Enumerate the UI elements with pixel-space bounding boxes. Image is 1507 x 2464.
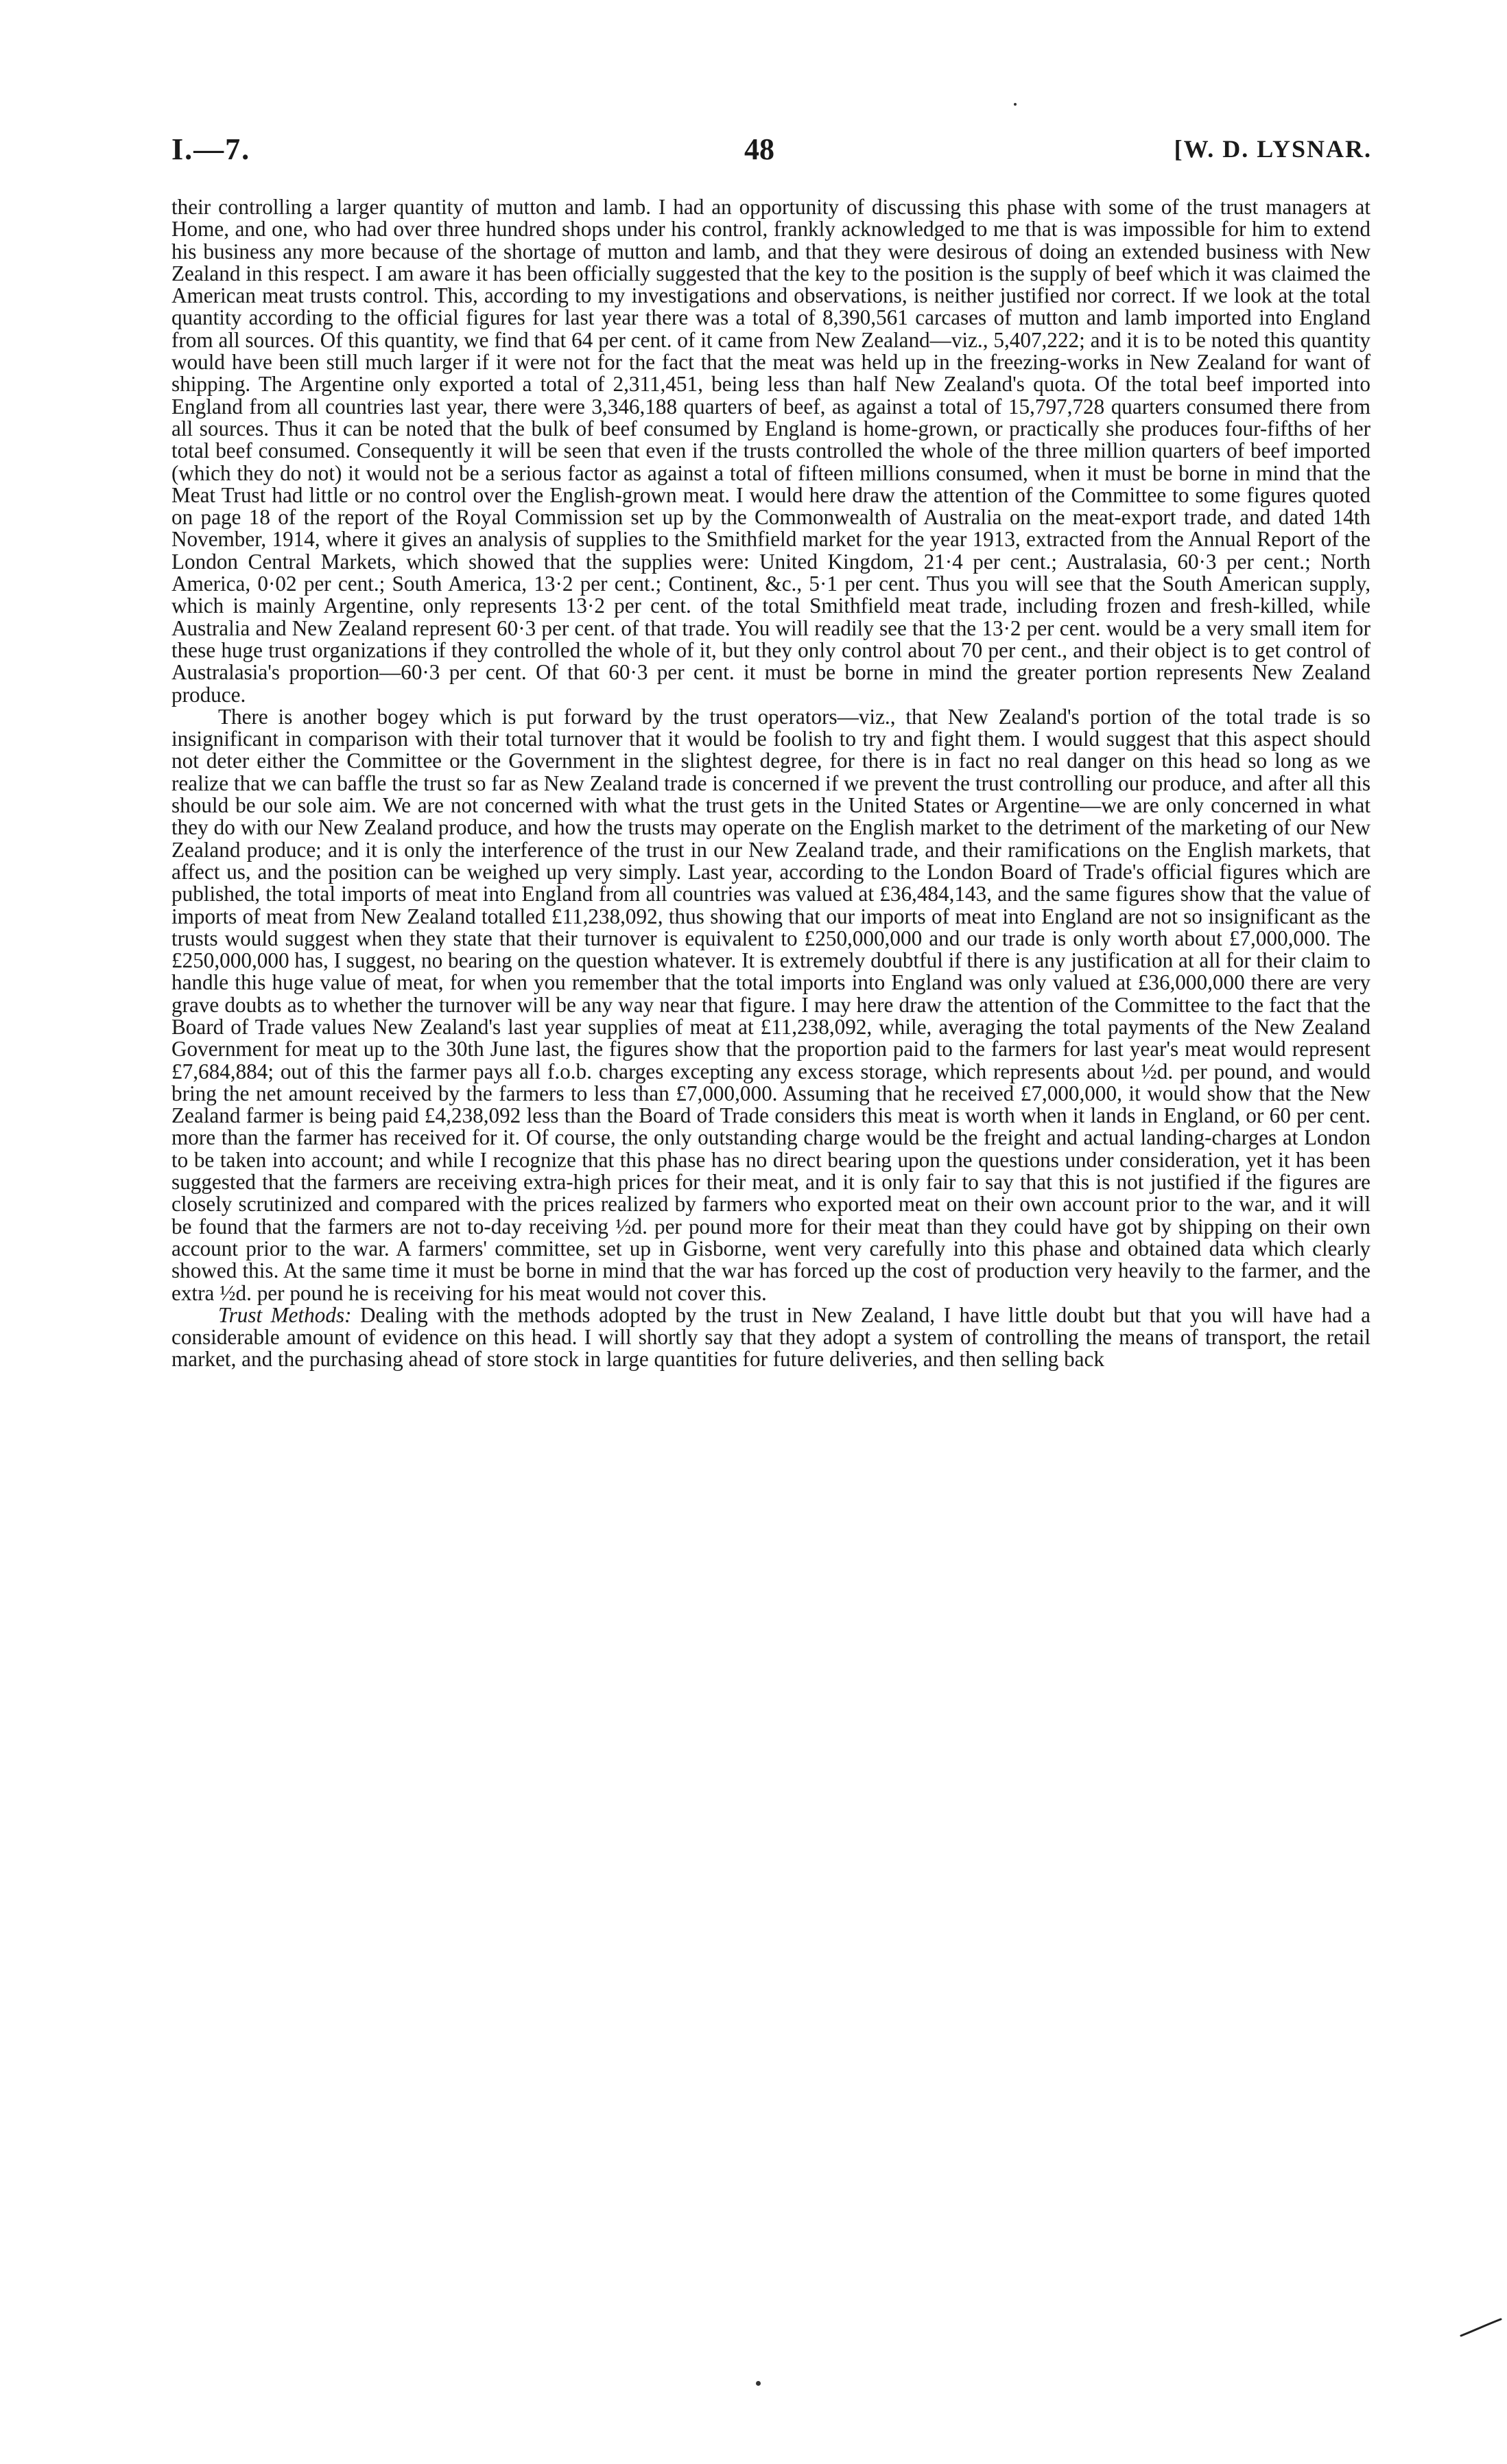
paragraph-bogey: There is another bogey which is put forward by the trust operators—viz., that New Zealand's portion of the total trade is so insignificant in comparison with their total turnover that it would be foolish to try and fight them. I would suggest that this aspect should not deter either the Committee or the Government in the slightest degree, for there is in fact no real danger on this head so long as we realize that we can baffle the trust so far as New Zealand trade is concerned if we prevent the trust controlling our produce, and after all this should be our sole aim. We are not concerned with what the trust gets in the United States or Argentine—we are only concerned in what they do with our New Zealand produce, and how the trusts may operate on the English market to the detriment of the marketing of our New Zealand produce; and it is only the interference of the trust in our New Zealand trade, and their ramifications on the English markets, that affect us, and the position can be weighed up very simply. Last year, according to the London Board of Trade's official figures which are published, the total imports of meat into England from all countries was valued at £36,484,143, and the same figures show that the value of imports of meat from New Zealand totalled £11,238,092, thus showing that our imports of meat into England are not so insignificant as the trusts would suggest when they state that their turnover is equivalent to £250,000,000 and our trade is only worth about £7,000,000. The £250,000,000 has, I suggest, no bearing on the question whatever. It is extremely doubtful if there is any justification at all for their claim to handle this huge value of meat, for when you remember that the total imports into England was only valued at £36,000,000 there are very grave doubts as to whether the turnover will be any way near that figure. I may here draw the attention of the Committee to the fact that the Board of Trade values New Zealand's last year supplies of meat at £11,238,092, while, averaging the total payments of the New Zealand Government for meat up to the 30th June last, the figures show that the proportion paid to the farmers for last year's meat would represent £7,684,884; out of this the farmer pays all f.o.b. charges excepting any excess storage, which represents about ½d. per pound, and would bring the net amount received by the farmers to less than £7,000,000. Assuming that he received £7,000,000, it would show that the New Zealand farmer is being paid £4,238,092 less than the Board of Trade considers this meat is worth when it lands in England, or 60 per cent. more than the farmer has received for it. Of course, the only outstanding charge would be the freight and actual landing-charges at London to be taken into account; and while I recognize that this phase has no direct bearing upon the questions under consideration, yet it has been suggested that the farmers are receiving extra-high prices for their meat, and it is only fair to say that this is not justified if the figures are closely scrutinized and compared with the prices realized by farmers who exported meat on their own account prior to the war, and it will be found that the farmers are not to-day receiving ½d. per pound more for their meat than they could have got by shipping on their own account prior to the war. A farmers' committee, set up in Gisborne, went very carefully into this phase and obtained data which clearly showed this. At the same time it must be borne in mind that the war has forced up the cost of production very heavily to the farmer, and the extra ½d. per pound he is receiving for his meat would not cover this.: [171, 704, 1370, 1305]
paragraph-trust-methods: [171, 1304, 1370, 1371]
bottom-speck-icon: [756, 2381, 761, 2386]
document-reference: I.—7.: [171, 132, 251, 166]
trust-methods-text: Dealing with the methods adopted by the trust in New Zealand, I have little doubt but that you will have had a considerable amount of evidence on this head. I will shortly say that they adopt a system of controlling the means of transport, the retail market, and the purchasing ahead of store stock in large quantities for future deliveries, and then selling back: [171, 1302, 1370, 1372]
top-speck-icon: [1014, 103, 1017, 106]
page-header: [171, 132, 1372, 173]
paragraph-continuation: their controlling a larger quantity of mutton and lamb. I had an opportunity of discussing this phase with some of the trust managers at Home, and one, who had over three hundred shops under his control, frankly acknowledged to me that is was impossible for him to extend his business any more because of the shortage of mutton and lamb, and that they were desirous of doing an extended business with New Zealand in this respect. I am aware it has been officially suggested that the key to the position is the supply of beef which it was claimed the American meat trusts control. This, according to my investigations and observations, is neither justified nor correct. If we look at the total quantity according to the official figures for last year there was a total of 8,390,561 carcases of mutton and lamb imported into England from all sources. Of this quantity, we find that 64 per cent. of it came from New Zealand—viz., 5,407,222; and it is to be noted this quantity would have been still much larger if it were not for the fact that the meat was held up in the freezing-works in New Zealand for want of shipping. The Argentine only exported a total of 2,311,451, being less than half New Zealand's quota. Of the total beef imported into England from all countries last year, there were 3,346,188 quarters of beef, as against a total of 15,797,728 quarters consumed there from all sources. Thus it can be noted that the bulk of beef consumed by England is home-grown, or practically she produces four-fifths of her total beef consumed. Consequently it will be seen that even if the trusts controlled the whole of the three million quarters of beef imported (which they do not) it would not be a serious factor as against a total of fifteen millions consumed, when it must be borne in mind that the Meat Trust had little or no control over the English-grown meat. I would here draw the attention of the Committee to some figures quoted on page 18 of the report of the Royal Commission set up by the Commonwealth of Australia on the meat-export trade, and dated 14th November, 1914, where it gives an analysis of supplies to the Smithfield market for the year 1913, extracted from the Annual Report of the London Central Markets, which showed that the supplies were: United Kingdom, 21·4 per cent.; Australasia, 60·3 per cent.; North America, 0·02 per cent.; South America, 13·2 per cent.; Continent, &c., 5·1 per cent. Thus you will see that the South American supply, which is mainly Argentine, only represents 13·2 per cent. of the total Smithfield meat trade, including frozen and fresh-killed, while Australia and New Zealand represent 60·3 per cent. of that trade. You will readily see that the 13·2 per cent. would be a very small item for these huge trust organizations if they controlled the whole of it, but they only control about 70 per cent., and their object is to get control of Australasia's proportion—60·3 per cent. Of that 60·3 per cent. it must be borne in mind the greater portion represents New Zealand produce.: [171, 195, 1370, 707]
body-text: [171, 196, 1370, 1371]
margin-pen-mark-icon: [1460, 2314, 1502, 2341]
witness-name: [W. D. LYSNAR.: [1174, 135, 1372, 163]
trust-methods-heading: Trust Methods:: [218, 1302, 352, 1327]
page-number: 48: [744, 132, 774, 166]
